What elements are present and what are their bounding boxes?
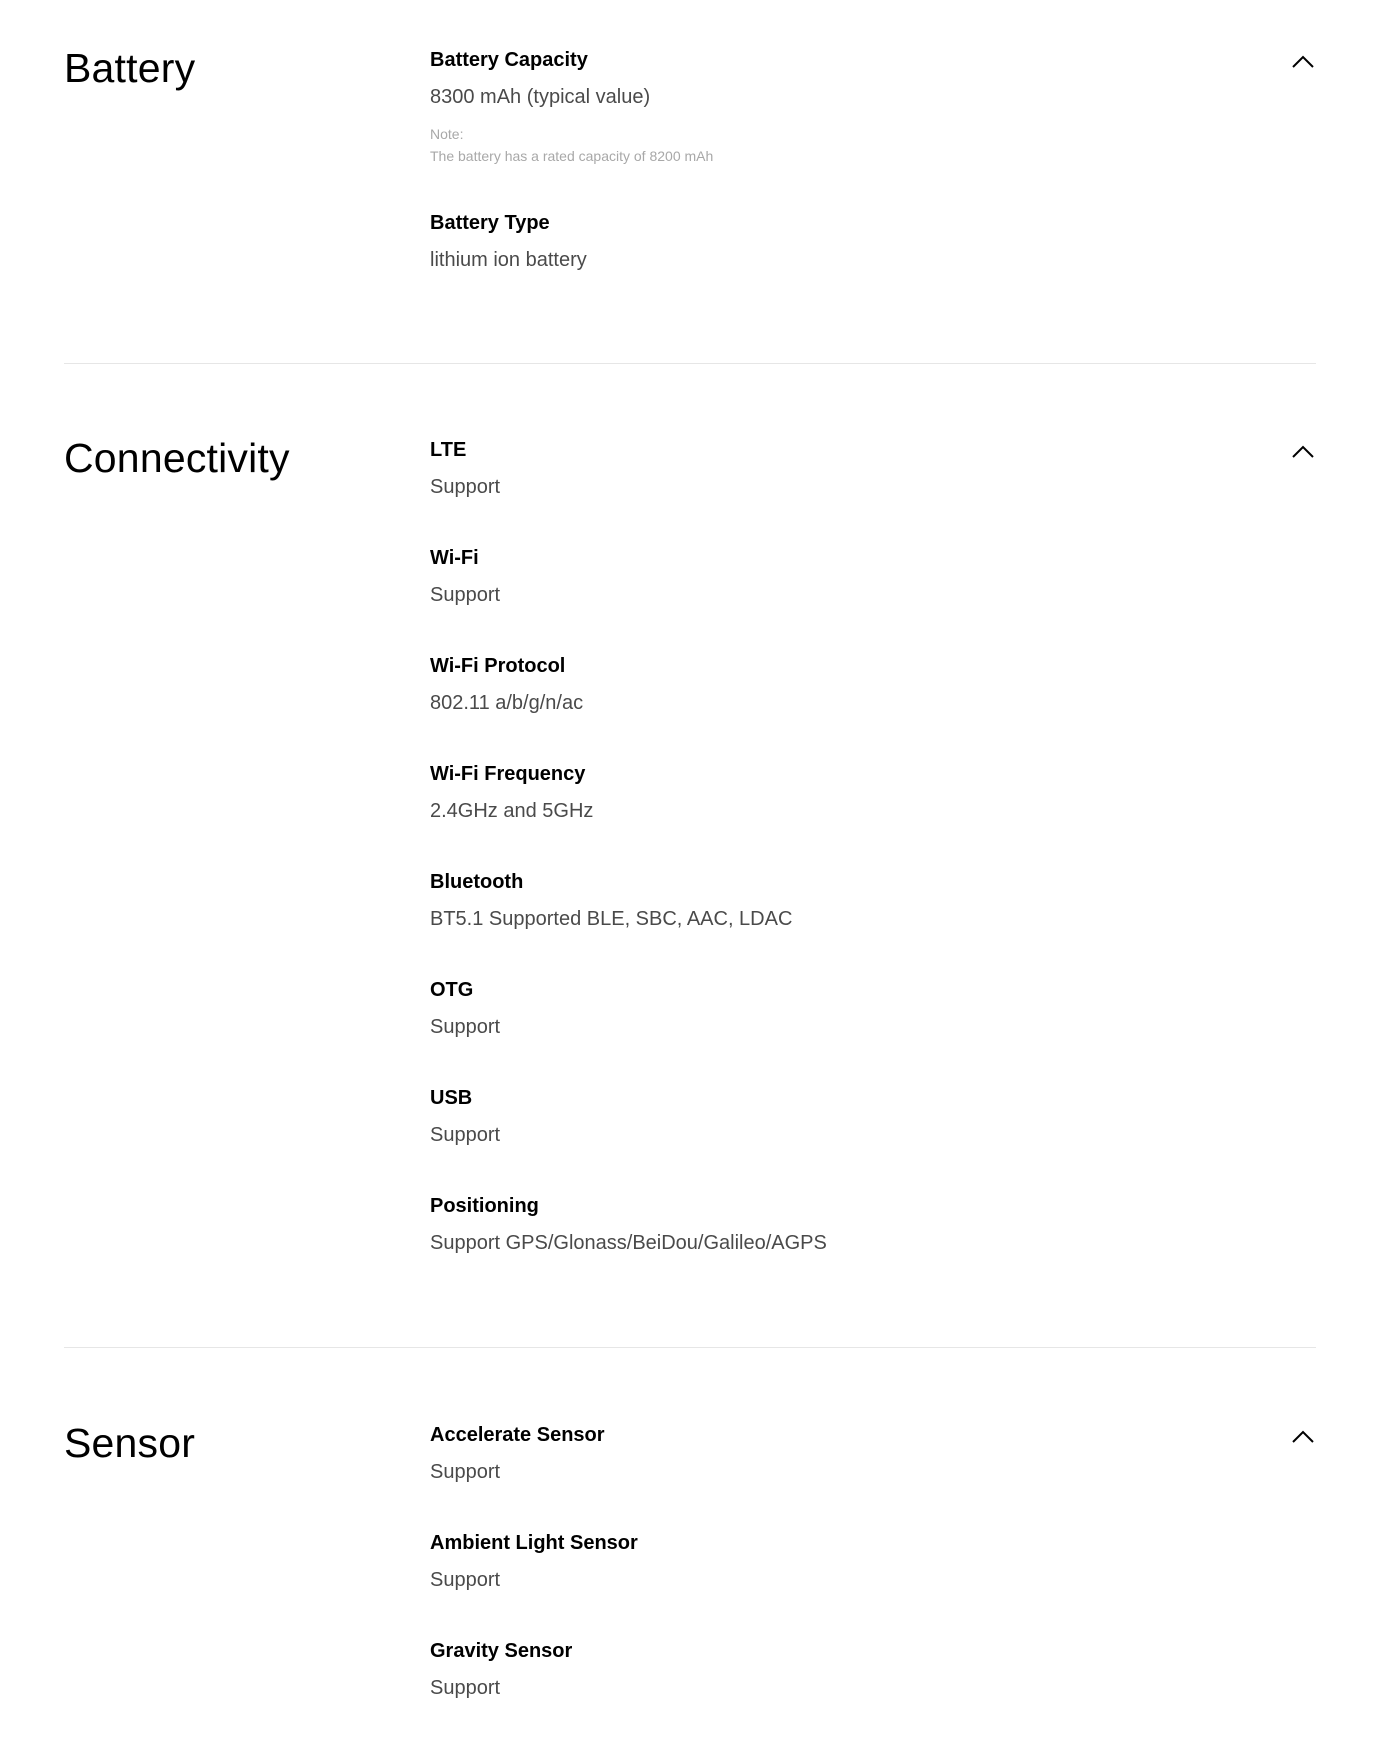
chevron-up-icon	[1291, 445, 1315, 459]
spec-label: Gravity Sensor	[430, 1640, 573, 1662]
battery-spec-list	[430, 48, 1250, 319]
spec-item-ambient-light-sensor	[430, 1531, 1250, 1639]
spec-item-otg	[430, 978, 1250, 1086]
chevron-up-icon	[1291, 55, 1315, 69]
spec-value: Support	[430, 1124, 501, 1146]
spec-item-wifi	[430, 546, 1250, 654]
spec-label: Positioning	[430, 1195, 539, 1217]
spec-note-text: The battery has a rated capacity of 8200 mAh	[430, 148, 714, 164]
spec-item-gravity-sensor	[430, 1639, 1250, 1747]
spec-item-bluetooth	[430, 870, 1250, 978]
spec-value: Support	[430, 584, 501, 606]
spec-note	[430, 123, 1250, 167]
spec-value: Support	[430, 1461, 501, 1483]
spec-value: Support	[430, 1569, 501, 1591]
spec-label: USB	[430, 1087, 473, 1109]
spec-label: Wi-Fi Protocol	[430, 655, 566, 677]
spec-item-lte	[430, 438, 1250, 546]
spec-item-battery-capacity	[430, 48, 1250, 211]
spec-value: Support	[430, 1677, 501, 1699]
spec-item-battery-type	[430, 211, 1250, 319]
spec-value: BT5.1 Supported BLE, SBC, AAC, LDAC	[430, 908, 793, 930]
spec-value: Support	[430, 476, 501, 498]
spec-label: Bluetooth	[430, 871, 524, 893]
sensor-spec-list	[430, 1423, 1250, 1747]
spec-label: Battery Capacity	[430, 49, 588, 71]
spec-value: Support GPS/Glonass/BeiDou/Galileo/AGPS	[430, 1232, 827, 1254]
spec-label: OTG	[430, 979, 474, 1001]
spec-value: 802.11 a/b/g/n/ac	[430, 692, 584, 714]
spec-item-wifi-frequency	[430, 762, 1250, 870]
spec-label: Wi-Fi	[430, 547, 479, 569]
section-divider	[64, 363, 1316, 364]
spec-value: 2.4GHz and 5GHz	[430, 800, 594, 822]
spec-value: lithium ion battery	[430, 249, 587, 271]
spec-value: Support	[430, 1016, 501, 1038]
spec-label: Wi-Fi Frequency	[430, 763, 586, 785]
connectivity-collapse-button[interactable]	[1290, 442, 1316, 462]
section-divider	[64, 1347, 1316, 1348]
spec-label: Accelerate Sensor	[430, 1424, 605, 1446]
spec-note-label: Note:	[430, 126, 464, 142]
sensor-collapse-button[interactable]	[1290, 1427, 1316, 1447]
spec-item-accelerate-sensor	[430, 1423, 1250, 1531]
section-title-connectivity: Connectivity	[64, 435, 290, 481]
section-title-battery: Battery	[64, 45, 196, 91]
section-title-sensor: Sensor	[64, 1420, 196, 1466]
spec-label: Battery Type	[430, 212, 550, 234]
spec-item-usb	[430, 1086, 1250, 1194]
spec-item-positioning	[430, 1194, 1250, 1302]
spec-value: 8300 mAh (typical value)	[430, 86, 651, 108]
spec-item-wifi-protocol	[430, 654, 1250, 762]
battery-collapse-button[interactable]	[1290, 52, 1316, 72]
connectivity-spec-list	[430, 438, 1250, 1302]
chevron-up-icon	[1291, 1430, 1315, 1444]
spec-label: LTE	[430, 439, 467, 461]
spec-label: Ambient Light Sensor	[430, 1532, 638, 1554]
